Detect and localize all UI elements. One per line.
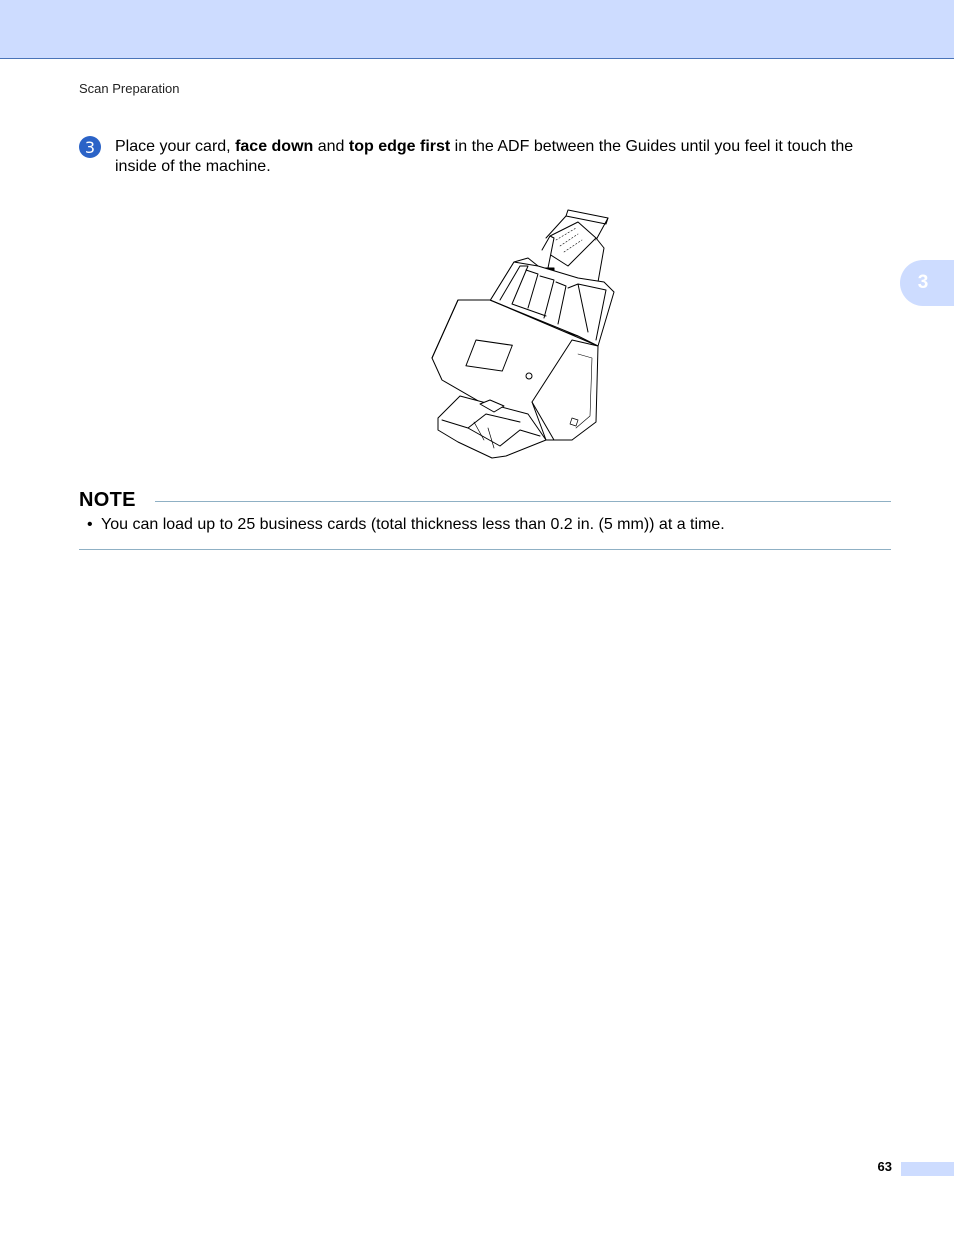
page-number: 63	[877, 1159, 892, 1174]
note-item	[87, 515, 725, 535]
chapter-tab-number: 3	[917, 272, 929, 293]
note-title: NOTE	[79, 489, 136, 511]
running-title: Scan Preparation	[79, 81, 180, 96]
step-number: 3	[84, 137, 96, 157]
step-text-part: and	[313, 138, 349, 155]
step-text-part: Place your card,	[115, 138, 236, 155]
scanner-card-loading-illustration	[428, 208, 618, 464]
footer-band	[901, 1162, 954, 1176]
note-item-text: You can load up to 25 business cards (total thickness less than 0.2 in. (5 mm)) at a time.	[101, 516, 725, 533]
chapter-tab[interactable]	[900, 260, 954, 306]
step-text	[115, 137, 891, 177]
step-text-bold: top edge first	[348, 138, 451, 155]
bullet-icon: •	[87, 516, 93, 533]
step-text-part: in the ADF between the Guides until you feel it touch the inside of the machine.	[115, 138, 854, 175]
note-divider-bottom	[79, 549, 891, 550]
note-divider-top	[155, 501, 891, 502]
step-text-bold: face down	[235, 138, 314, 155]
header-band	[0, 0, 954, 59]
step-number-badge	[79, 136, 101, 158]
